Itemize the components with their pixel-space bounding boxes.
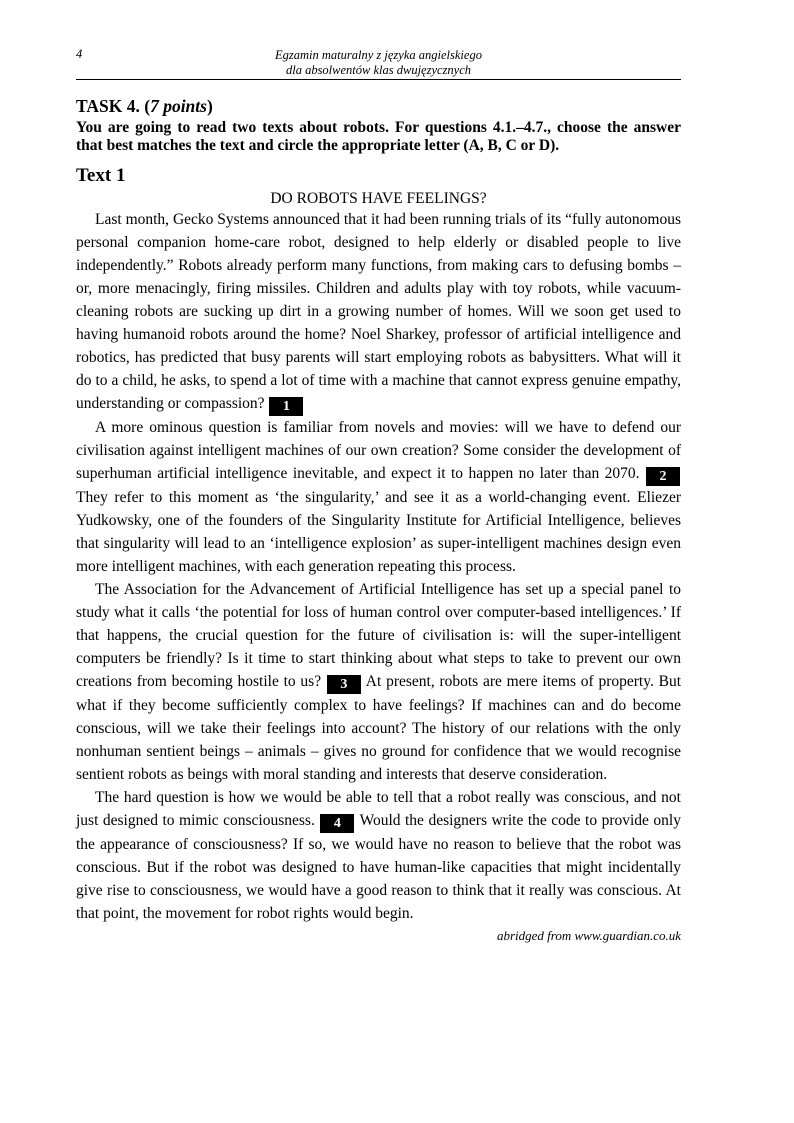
task-points: 7 points xyxy=(150,96,207,116)
article-title: DO ROBOTS HAVE FEELINGS? xyxy=(270,190,487,207)
task-instructions: You are going to read two texts about robots. For questions 4.1.–4.7., choose the answer that best matches the text and circle the appropriate letter (A, B, C or D). xyxy=(76,119,681,154)
gap-marker-2: 2 xyxy=(646,467,680,486)
header-title xyxy=(76,48,681,77)
page-number: 4 xyxy=(76,47,83,61)
task-title-suffix: ) xyxy=(206,96,213,116)
paragraph-1-text: Last month, Gecko Systems announced that it had been running trials of its “fully autonomous personal companion home-care robot, designed to help elderly or disabled people to live independently.” Robots already perform many functions, from making cars to defusing bombs – or, more menacingly, firing missiles. Children and adults play with toy robots, while vacuum-cleaning robots are sucking up dirt in a growing number of homes. Will we soon get used to having humanoid robots around the home? Noel Sharkey, professor of artificial intelligence and robotics, has predicted that busy parents will start employing robots as babysitters. What will it do to a child, he asks, to spend a lot of time with a machine that cannot express genuine empathy, understanding or compassion? xyxy=(76,211,681,412)
paragraph-4 xyxy=(76,786,681,925)
gap-marker-3: 3 xyxy=(327,675,361,694)
paragraph-3-text-b: At present, robots are mere items of property. But what if they become sufficiently complex to have feelings? If machines can and do become conscious, will we take their feelings into account? The history of our relations with the only nonhuman sentient beings – animals – gives no ground for confidence that we would recognise sentient robots as beings with moral standing and interests that deserve consideration. xyxy=(76,673,681,783)
paragraph-2 xyxy=(76,416,681,578)
paragraph-4-text-b: Would the designers write the code to provide only the appearance of consciousness? If so, we would have no reason to believe that the robot was conscious. But if the robot was designed to have human-like capacities that might incidentally give rise to consciousness, we would have a good reason to think that it really was conscious. At that point, the movement for robot rights would begin. xyxy=(76,812,681,922)
paragraph-2-text-a: A more ominous question is familiar from novels and movies: will we have to defend our civilisation against intelligent machines of our own creation? Some consider the development of superhuman artificial intelligence inevitable, and expect it to happen no later than 2070. xyxy=(76,419,681,482)
task-title xyxy=(76,95,681,117)
source-citation: abridged from www.guardian.co.uk xyxy=(496,928,681,943)
gap-marker-1: 1 xyxy=(269,397,303,416)
page-header xyxy=(76,46,681,80)
paragraph-3 xyxy=(76,578,681,786)
header-title-line2: dla absolwentów klas dwujęzycznych xyxy=(285,62,472,77)
paragraph-3-text-a: The Association for the Advancement of Artificial Intelligence has set up a special panel to study what it calls ‘the potential for loss of human control over computer-based intelligences.’ If that happens, the crucial question for the future of civilisation is: will the super-intelligent computers be friendly? Is it time to start thinking about what steps to take to prevent our own creations from becoming hostile to us? xyxy=(76,581,681,690)
gap-marker-4: 4 xyxy=(320,814,354,833)
paragraph-4-text-a: The hard question is how we would be able to tell that a robot really was conscious, and not just designed to mimic consciousness. xyxy=(76,789,681,829)
header-title-line1: Egzamin maturalny z języka angielskiego xyxy=(275,48,482,62)
paragraph-1 xyxy=(76,208,681,416)
paragraph-2-text-b: They refer to this moment as ‘the singularity,’ and see it as a world-changing event. Eliezer Yudkowsky, one of the founders of the Singularity Institute for Artificial Intelligence, believes that singularity will lead to an ‘intelligence explosion’ as super-intelligent machines design even more intelligent machines, with each generation repeating this process. xyxy=(76,489,681,575)
task-title-prefix: TASK 4. ( xyxy=(76,96,151,116)
text-label: Text 1 xyxy=(76,165,126,186)
exam-page xyxy=(76,46,681,946)
